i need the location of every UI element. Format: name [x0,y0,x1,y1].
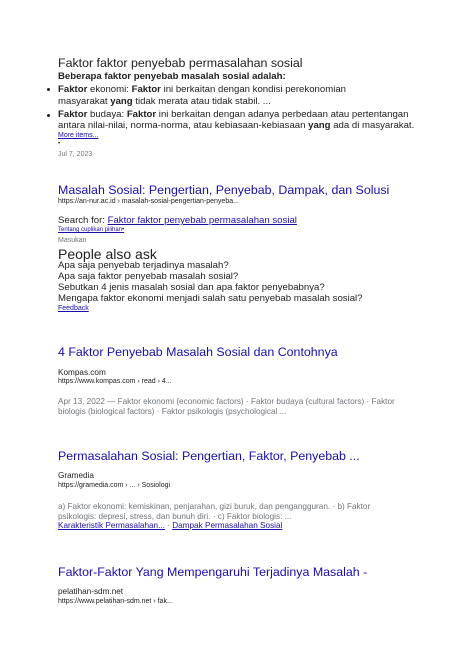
result-url: https://an-nur.ac.id › masalah-sosial-pengertian-penyeba... [58,198,239,205]
bullet-icon [47,88,50,91]
feedback-masukan-label: Masukan [58,237,87,244]
result-site-name: Gramedia [58,471,94,480]
result-url: https://gramedia.com › ... › Sosiologi [58,482,171,489]
search-for-row [58,215,297,226]
result-site-name: pelatihan-sdm.net [58,587,124,596]
result-title-link[interactable]: Permasalahan Sosial: Pengertian, Faktor, Penyebab ... [58,449,360,463]
result-snippet-line: psikologis: depresi, stress, dan bunuh diri. · c) Faktor biologis: ... [58,512,292,521]
people-also-ask-heading: People also ask [58,246,157,262]
paa-question[interactable]: Sebutkan 4 jenis masalah sosial dan apa faktor penyebabnya? [58,282,325,293]
result-title-link[interactable]: Masalah Sosial: Pengertian, Penyebab, Dampak, dan Solusi [58,183,390,197]
separator-dot: • [58,141,61,147]
featured-date: Jul 7, 2023 [58,151,93,158]
paa-question[interactable]: Mengapa faktor ekonomi menjadi salah satu penyebab masalah sosial? [58,293,363,304]
featured-item-economic-line1: Faktor ekonomi: Faktor ini berkaitan dengan kondisi perekonomian [58,84,346,95]
result-snippet-line: Apr 13, 2022 — Faktor ekonomi (economic factors) · Faktor budaya (cultural factors) · Faktor [58,397,395,406]
featured-title: Faktor faktor penyebab permasalahan sosial [58,56,303,70]
result-title-link[interactable]: Faktor-Faktor Yang Mempengaruhi Terjadinya Masalah - [58,565,368,579]
result-url: https://www.pelatihan-sdm.net › fak... [58,598,173,605]
feedback-link[interactable]: Feedback [58,305,89,312]
result-snippet-line: biologis (biological factors) · Faktor psikologis (psychological ... [58,407,287,416]
bullet-icon [47,114,50,117]
sitelink-karakteristik[interactable]: Karakteristik Permasalahan... [58,521,165,530]
search-for-label: Search for: [58,215,108,226]
featured-heading: Beberapa faktor penyebab masalah sosial adalah: [58,71,286,82]
result-url: https://www.kompas.com › read › 4... [58,378,172,385]
sitelinks-row: Karakteristik Permasalahan... · Dampak Permasalahan Sosial [58,521,283,530]
paa-question[interactable]: Apa saja faktor penyebab masalah sosial? [58,271,239,282]
more-items-link[interactable]: More items... [58,132,99,139]
featured-item-cultural-line1: Faktor budaya: Faktor ini berkaitan dengan adanya perbedaan atau pertentangan [58,109,409,120]
search-for-link[interactable]: Faktor faktor penyebab permasalahan sosial [107,215,297,226]
result-title-link[interactable]: 4 Faktor Penyebab Masalah Sosial dan Contohnya [58,345,338,359]
paa-question[interactable]: Apa saja penyebab terjadinya masalah? [58,260,229,271]
result-snippet-line: a) Faktor ekonomi: kemiskinan, penjarahan, gizi buruk, dan pengangguran. · b) Faktor [58,502,371,511]
result-site-name: Kompas.com [58,368,106,377]
sitelink-dampak[interactable]: Dampak Permasalahan Sosial [172,521,283,530]
about-snippet-link[interactable]: Tentang cuplikan pilihan• [58,227,125,233]
featured-item-cultural-line2: antara nilai-nilai, norma-norma, atau kebiasaan-kebiasaan yang ada di masyarakat. [58,120,415,131]
featured-item-economic-line2: masyarakat yang tidak merata atau tidak stabil. ... [58,96,271,107]
